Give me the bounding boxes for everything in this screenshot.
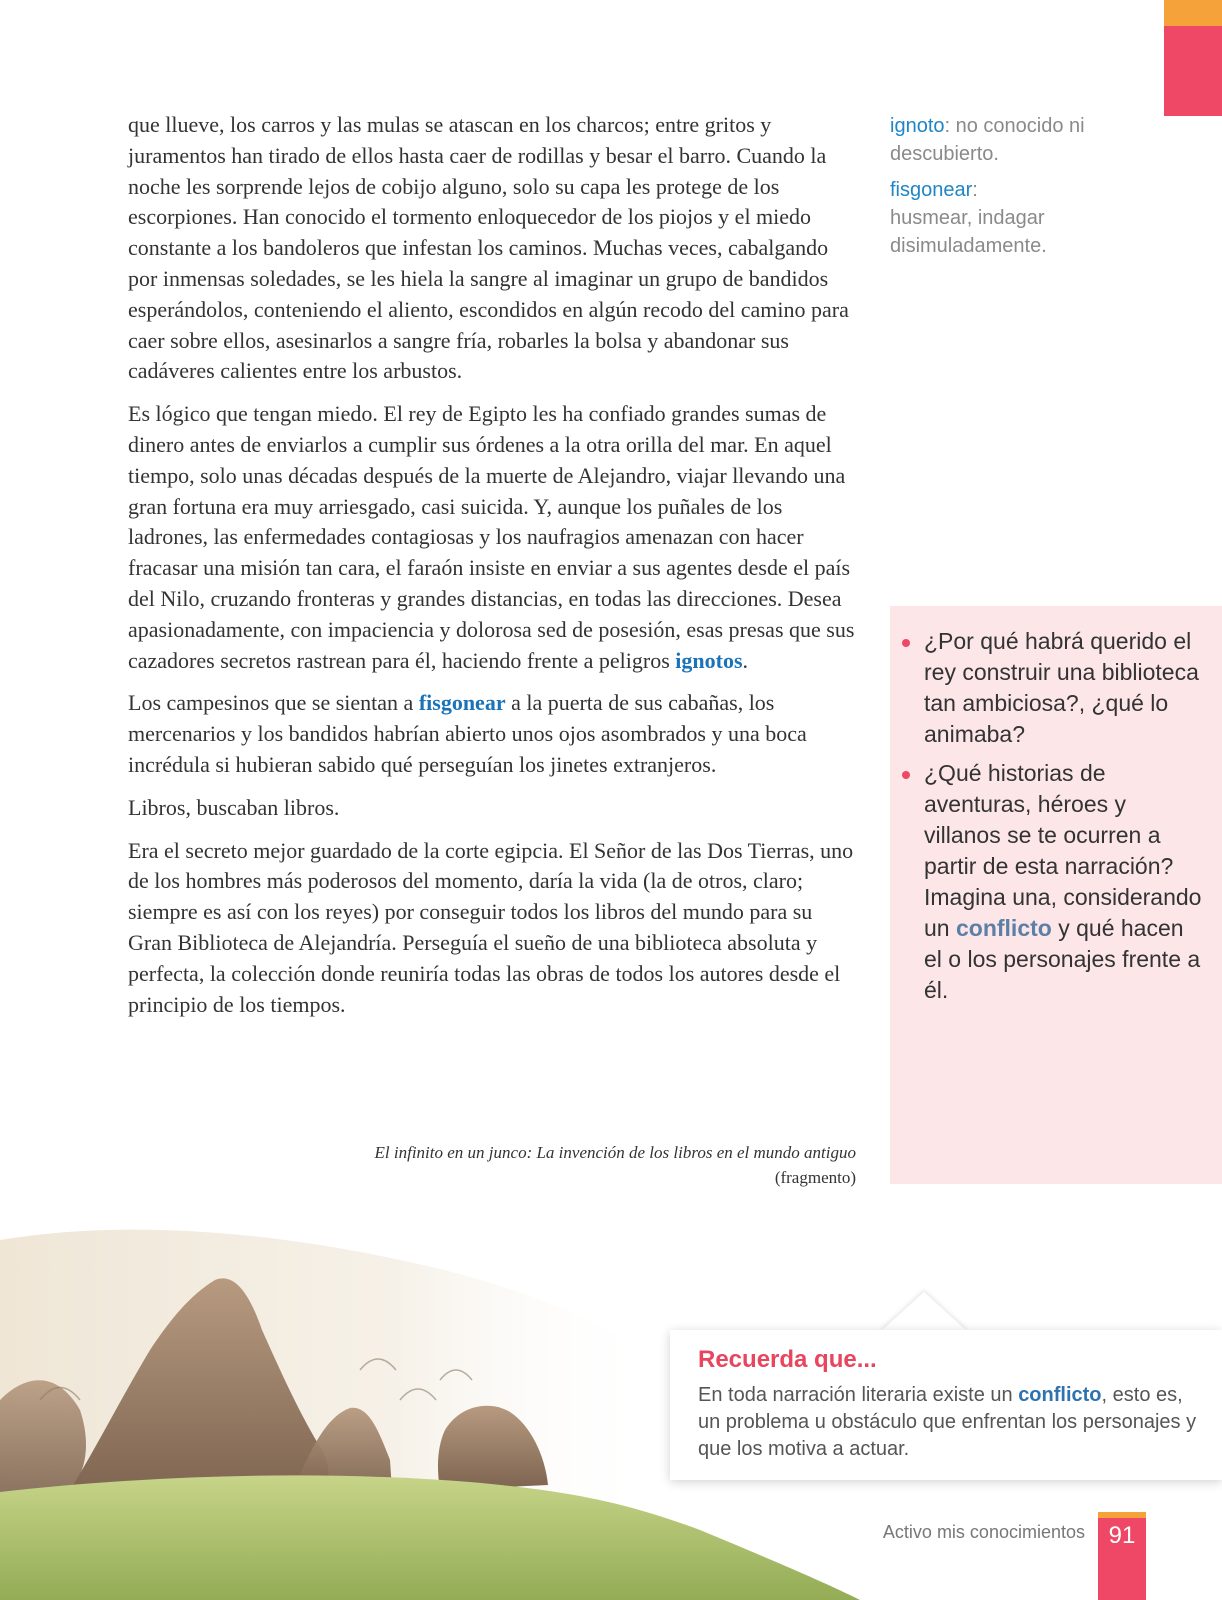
paragraph-4: Libros, buscaban libros.: [128, 794, 340, 820]
keyword-conflicto-recuerda[interactable]: conflicto: [1018, 1384, 1102, 1406]
recuerda-callout: [670, 1330, 1222, 1480]
recuerda-text-end: , esto es, un problema u obstáculo que enfrentan los personajes y que los motiva a actuar.: [698, 1384, 1197, 1460]
glossary-term: fisgonear: [890, 179, 973, 201]
paragraph-3: [128, 688, 858, 780]
glossary-term: ignoto: [890, 115, 945, 137]
question-item: [924, 626, 1206, 750]
question-text: ¿Qué historias de aventuras, héroes y villanos se te ocurren a partir de esta narración? Imagina una, considerando un: [924, 760, 1202, 941]
paragraph-2-text: Es lógico que tengan miedo. El rey de Egipto les ha confiado grandes sumas de dinero antes de enviarlos a cumplir sus órdenes a la otra orilla del mar. En aquel tiempo, solo unas décadas después de la muerte de Alejandro, viajar llevando una gran fortuna era muy arriesgado, casi suicida. Y, aunque los puñales de los ladrones, las enfermedades contagiosas y los naufragios amenazan con hacer fracasar una misión tan cara, el faraón insiste en enviar a sus agentes desde el país del Nilo, cruzando fronteras y grandes distancias, en todas las direcciones. Desea apasionadamente, con impaciencia y dolorosa sed de posesión, esas presas que sus cazadores secretos rastrean para él, haciendo frente a peligros: [128, 401, 855, 673]
recuerda-text-start: En toda narración literaria existe un: [698, 1384, 1019, 1406]
page-number-tab: [1098, 1512, 1146, 1600]
glossary-sidebar: [890, 112, 1130, 268]
glossary-entry: [890, 112, 1130, 168]
glossary-entry: [890, 176, 1130, 260]
keyword-conflicto[interactable]: conflicto: [955, 915, 1052, 941]
question-list: [890, 606, 1222, 1006]
glossary-definition: no conocido ni descubierto.: [890, 115, 1085, 165]
recuerda-text: [698, 1382, 1208, 1463]
paragraph-3-end: a la puerta de sus cabañas, los mercenarios y los bandidos habrían abierto unos ojos asombrados y una boca incrédula si hubieran sabido qué perseguían los jinetes extranjeros.: [128, 690, 807, 777]
section-label: Activo mis conocimientos: [882, 1522, 1085, 1542]
corner-tab-orange: [1164, 0, 1222, 26]
citation-note: (fragmento): [774, 1168, 856, 1187]
reflection-questions-box: [890, 606, 1222, 1184]
ground-grass: [0, 1475, 860, 1600]
page-tab-stripe: [1098, 1512, 1146, 1518]
paragraph-3-text: Los campesinos que se sientan a: [128, 690, 419, 716]
bullet-dot-icon: [902, 639, 910, 647]
keyword-ignotos[interactable]: ignotos: [675, 647, 743, 673]
paragraph-2-end: .: [742, 647, 749, 673]
reading-text: [128, 110, 858, 1032]
bullet-dot-icon: [902, 771, 910, 779]
question-item: [924, 758, 1206, 1006]
recuerda-title: Recuerda que...: [698, 1346, 877, 1373]
paragraph-5: Era el secreto mejor guardado de la corte egipcia. El Señor de las Dos Tierras, uno de los hombres más poderosos del momento, daría la vida (la de otros, claro; siempre es así con los reyes) por conseguir todos los libros del mundo para su Gran Biblioteca de Alejandría. Perseguía el sueño de una biblioteca absoluta y perfecta, la colección donde reuniría todas las obras de todos los autores desde el principio de los tiempos.: [128, 837, 854, 1017]
paragraph-1: que llueve, los carros y las mulas se atascan en los charcos; entre gritos y juramentos han tirado de ellos hasta caer de rodillas y besar el barro. Cuando la noche les sorprende lejos de cobijo alguno, solo su capa les protege de los escorpiones. Han conocido el tormento enloquecedor de los piojos y el miedo constante a los bandoleros que infestan los caminos. Muchas veces, cabalgando por inmensas soledades, se les hiela la sangre al imaginar un grupo de bandidos esperándolos, conteniendo el aliento, escondidos en algún recodo del camino para caer sobre ellos, asesinarlos a sangre fría, robarles la bolsa y abandonar sus cadáveres calientes entre los arbustos.: [128, 112, 849, 384]
paragraph-2: [128, 399, 858, 676]
glossary-colon: :: [944, 115, 956, 137]
source-citation: [128, 1140, 856, 1190]
citation-title: El infinito en un junco: La invención de los libros en el mundo antiguo: [374, 1143, 856, 1162]
question-text: ¿Por qué habrá querido el rey construir una biblioteca tan ambiciosa?, ¿qué lo animaba?: [924, 628, 1199, 747]
glossary-colon: :: [972, 179, 978, 201]
glossary-definition: husmear, indagar disimuladamente.: [890, 207, 1047, 257]
question-text-end: y qué hacen el o los personajes frente a él.: [924, 915, 1201, 1003]
page-number: 91: [1108, 1522, 1136, 1549]
callout-pointer: [880, 1292, 968, 1332]
keyword-fisgonear[interactable]: fisgonear: [418, 690, 506, 716]
corner-tab-pink: [1164, 26, 1222, 116]
